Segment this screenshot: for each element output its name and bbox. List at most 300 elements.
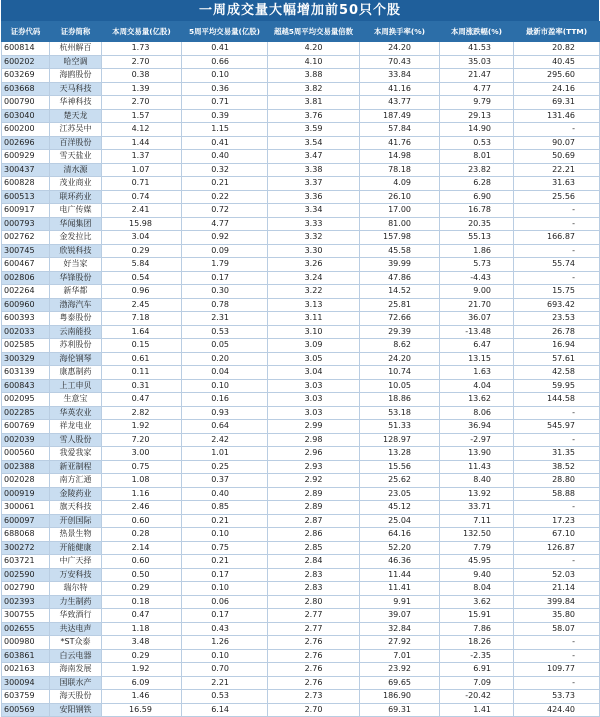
- stock-name-cell: 华闻集团: [50, 217, 102, 231]
- col-header-turnover: 本周换手率(%): [360, 22, 440, 42]
- multiple-cell: 2.84: [268, 555, 360, 569]
- turnover-cell: 45.58: [360, 244, 440, 258]
- stock-name-cell: 新华都: [50, 285, 102, 299]
- week-volume-cell: 0.28: [102, 528, 182, 542]
- turnover-cell: 17.00: [360, 204, 440, 218]
- stock-code-cell: 600960: [2, 298, 50, 312]
- multiple-cell: 2.87: [268, 514, 360, 528]
- multiple-cell: 4.20: [268, 42, 360, 56]
- change-cell: 41.53: [440, 42, 514, 56]
- multiple-cell: 2.76: [268, 649, 360, 663]
- avg-volume-cell: 0.40: [182, 150, 268, 164]
- avg-volume-cell: 0.85: [182, 501, 268, 515]
- stock-name-cell: 华神科技: [50, 96, 102, 110]
- pe-ratio-cell: 24.16: [514, 82, 600, 96]
- multiple-cell: 2.96: [268, 447, 360, 461]
- change-cell: 4.77: [440, 82, 514, 96]
- table-row: [2, 690, 600, 704]
- stock-name-cell: 华英农业: [50, 406, 102, 420]
- multiple-cell: 3.81: [268, 96, 360, 110]
- pe-ratio-cell: 52.03: [514, 568, 600, 582]
- pe-ratio-cell: 26.78: [514, 325, 600, 339]
- stock-name-cell: 海南发展: [50, 663, 102, 677]
- stock-code-cell: 002028: [2, 474, 50, 488]
- multiple-cell: 4.10: [268, 55, 360, 69]
- multiple-cell: 2.83: [268, 582, 360, 596]
- table-row: [2, 474, 600, 488]
- change-cell: -20.42: [440, 690, 514, 704]
- table-row: [2, 379, 600, 393]
- pe-ratio-cell: -: [514, 123, 600, 137]
- avg-volume-cell: 0.53: [182, 690, 268, 704]
- stock-code-cell: 002264: [2, 285, 50, 299]
- stock-code-cell: 600097: [2, 514, 50, 528]
- avg-volume-cell: 2.42: [182, 433, 268, 447]
- avg-volume-cell: 1.79: [182, 258, 268, 272]
- week-volume-cell: 0.71: [102, 177, 182, 191]
- pe-ratio-cell: 42.58: [514, 366, 600, 380]
- week-volume-cell: 2.14: [102, 541, 182, 555]
- table-body: [2, 42, 600, 717]
- table-row: [2, 312, 600, 326]
- stock-name-cell: 瑞尔特: [50, 582, 102, 596]
- stock-name-cell: 好当家: [50, 258, 102, 272]
- change-cell: 8.04: [440, 582, 514, 596]
- change-cell: -2.35: [440, 649, 514, 663]
- week-volume-cell: 1.44: [102, 136, 182, 150]
- multiple-cell: 3.88: [268, 69, 360, 83]
- pe-ratio-cell: -: [514, 636, 600, 650]
- pe-ratio-cell: -: [514, 244, 600, 258]
- multiple-cell: 2.93: [268, 460, 360, 474]
- week-volume-cell: 0.11: [102, 366, 182, 380]
- week-volume-cell: 1.64: [102, 325, 182, 339]
- avg-volume-cell: 0.22: [182, 190, 268, 204]
- stock-code-cell: 002033: [2, 325, 50, 339]
- pe-ratio-cell: 22.21: [514, 163, 600, 177]
- stock-code-cell: 000980: [2, 636, 50, 650]
- stock-code-cell: 603139: [2, 366, 50, 380]
- multiple-cell: 2.89: [268, 487, 360, 501]
- avg-volume-cell: 0.17: [182, 609, 268, 623]
- table-row: [2, 150, 600, 164]
- stock-code-cell: 002590: [2, 568, 50, 582]
- week-volume-cell: 0.61: [102, 352, 182, 366]
- pe-ratio-cell: 53.73: [514, 690, 600, 704]
- pe-ratio-cell: 59.95: [514, 379, 600, 393]
- stock-name-cell: 开创国际: [50, 514, 102, 528]
- pe-ratio-cell: -: [514, 501, 600, 515]
- pe-ratio-cell: 90.07: [514, 136, 600, 150]
- pe-ratio-cell: 166.87: [514, 231, 600, 245]
- avg-volume-cell: 0.32: [182, 163, 268, 177]
- turnover-cell: 8.62: [360, 339, 440, 353]
- week-volume-cell: 2.82: [102, 406, 182, 420]
- stock-code-cell: 002806: [2, 271, 50, 285]
- table-row: [2, 649, 600, 663]
- turnover-cell: 39.07: [360, 609, 440, 623]
- week-volume-cell: 1.39: [102, 82, 182, 96]
- turnover-cell: 53.18: [360, 406, 440, 420]
- week-volume-cell: 0.18: [102, 595, 182, 609]
- change-cell: 20.35: [440, 217, 514, 231]
- pe-ratio-cell: 31.35: [514, 447, 600, 461]
- stock-name-cell: 清水源: [50, 163, 102, 177]
- stock-name-cell: 旗天科技: [50, 501, 102, 515]
- stock-code-cell: 600202: [2, 55, 50, 69]
- table-row: [2, 595, 600, 609]
- week-volume-cell: 2.70: [102, 55, 182, 69]
- stock-code-cell: 600828: [2, 177, 50, 191]
- table-row: [2, 514, 600, 528]
- change-cell: 9.00: [440, 285, 514, 299]
- table-row: [2, 231, 600, 245]
- multiple-cell: 3.03: [268, 379, 360, 393]
- table-row: [2, 609, 600, 623]
- week-volume-cell: 6.09: [102, 676, 182, 690]
- col-header-week-volume: 本周交易量(亿股): [102, 22, 182, 42]
- week-volume-cell: 3.00: [102, 447, 182, 461]
- stock-code-cell: 603721: [2, 555, 50, 569]
- multiple-cell: 2.89: [268, 501, 360, 515]
- pe-ratio-cell: 55.74: [514, 258, 600, 272]
- multiple-cell: 3.22: [268, 285, 360, 299]
- turnover-cell: 43.77: [360, 96, 440, 110]
- week-volume-cell: 0.54: [102, 271, 182, 285]
- change-cell: 11.43: [440, 460, 514, 474]
- pe-ratio-cell: 69.31: [514, 96, 600, 110]
- multiple-cell: 3.05: [268, 352, 360, 366]
- week-volume-cell: 2.45: [102, 298, 182, 312]
- pe-ratio-cell: -: [514, 649, 600, 663]
- week-volume-cell: 1.07: [102, 163, 182, 177]
- avg-volume-cell: 0.64: [182, 420, 268, 434]
- week-volume-cell: 0.38: [102, 69, 182, 83]
- stock-code-cell: 603269: [2, 69, 50, 83]
- avg-volume-cell: 0.10: [182, 582, 268, 596]
- change-cell: 21.47: [440, 69, 514, 83]
- stock-code-cell: 600569: [2, 703, 50, 717]
- multiple-cell: 3.09: [268, 339, 360, 353]
- stock-code-cell: 300437: [2, 163, 50, 177]
- stock-code-cell: 300272: [2, 541, 50, 555]
- change-cell: 7.86: [440, 622, 514, 636]
- stock-code-cell: 002762: [2, 231, 50, 245]
- stock-name-cell: 共达电声: [50, 622, 102, 636]
- turnover-cell: 33.84: [360, 69, 440, 83]
- pe-ratio-cell: 15.75: [514, 285, 600, 299]
- turnover-cell: 41.76: [360, 136, 440, 150]
- week-volume-cell: 2.41: [102, 204, 182, 218]
- avg-volume-cell: 0.93: [182, 406, 268, 420]
- multiple-cell: 3.26: [268, 258, 360, 272]
- multiple-cell: 2.73: [268, 690, 360, 704]
- table-row: [2, 663, 600, 677]
- change-cell: 33.71: [440, 501, 514, 515]
- change-cell: 18.26: [440, 636, 514, 650]
- avg-volume-cell: 0.25: [182, 460, 268, 474]
- table-row: [2, 271, 600, 285]
- stock-table: [1, 21, 600, 717]
- avg-volume-cell: 0.21: [182, 514, 268, 528]
- change-cell: 6.28: [440, 177, 514, 191]
- col-header-change: 本周涨跌幅(%): [440, 22, 514, 42]
- turnover-cell: 24.20: [360, 352, 440, 366]
- change-cell: 36.94: [440, 420, 514, 434]
- stock-name-cell: 欣锐科技: [50, 244, 102, 258]
- multiple-cell: 3.30: [268, 244, 360, 258]
- pe-ratio-cell: 57.61: [514, 352, 600, 366]
- turnover-cell: 187.49: [360, 109, 440, 123]
- turnover-cell: 46.36: [360, 555, 440, 569]
- multiple-cell: 2.98: [268, 433, 360, 447]
- turnover-cell: 157.98: [360, 231, 440, 245]
- stock-name-cell: 渤海汽车: [50, 298, 102, 312]
- change-cell: 1.86: [440, 244, 514, 258]
- table-row: [2, 460, 600, 474]
- stock-name-cell: 开能健康: [50, 541, 102, 555]
- pe-ratio-cell: -: [514, 406, 600, 420]
- turnover-cell: 186.90: [360, 690, 440, 704]
- change-cell: 6.47: [440, 339, 514, 353]
- table-title: 一周成交量大幅增加前50只个股: [1, 0, 599, 21]
- change-cell: 5.73: [440, 258, 514, 272]
- col-header-5week-avg-volume: 5周平均交易量(亿股): [182, 22, 268, 42]
- pe-ratio-cell: 38.52: [514, 460, 600, 474]
- pe-ratio-cell: -: [514, 217, 600, 231]
- stock-code-cell: 002285: [2, 406, 50, 420]
- pe-ratio-cell: -: [514, 555, 600, 569]
- table-row: [2, 501, 600, 515]
- turnover-cell: 11.44: [360, 568, 440, 582]
- table-row: [2, 163, 600, 177]
- avg-volume-cell: 0.09: [182, 244, 268, 258]
- change-cell: 6.90: [440, 190, 514, 204]
- avg-volume-cell: 0.36: [182, 82, 268, 96]
- multiple-cell: 2.83: [268, 568, 360, 582]
- multiple-cell: 3.04: [268, 366, 360, 380]
- table-row: [2, 339, 600, 353]
- week-volume-cell: 0.31: [102, 379, 182, 393]
- table-row: [2, 568, 600, 582]
- multiple-cell: 3.32: [268, 231, 360, 245]
- avg-volume-cell: 0.71: [182, 96, 268, 110]
- avg-volume-cell: 0.10: [182, 379, 268, 393]
- pe-ratio-cell: -: [514, 271, 600, 285]
- pe-ratio-cell: 28.80: [514, 474, 600, 488]
- table-row: [2, 42, 600, 56]
- stock-code-cell: 300755: [2, 609, 50, 623]
- stock-code-cell: 600843: [2, 379, 50, 393]
- turnover-cell: 69.31: [360, 703, 440, 717]
- stock-name-cell: 杭州解百: [50, 42, 102, 56]
- turnover-cell: 47.86: [360, 271, 440, 285]
- table-row: [2, 366, 600, 380]
- change-cell: -2.97: [440, 433, 514, 447]
- week-volume-cell: 1.73: [102, 42, 182, 56]
- change-cell: 23.82: [440, 163, 514, 177]
- turnover-cell: 10.74: [360, 366, 440, 380]
- multiple-cell: 3.24: [268, 271, 360, 285]
- week-volume-cell: 3.48: [102, 636, 182, 650]
- turnover-cell: 7.01: [360, 649, 440, 663]
- table-row: [2, 136, 600, 150]
- table-row: [2, 420, 600, 434]
- change-cell: 13.62: [440, 393, 514, 407]
- change-cell: 1.63: [440, 366, 514, 380]
- stock-code-cell: 002163: [2, 663, 50, 677]
- multiple-cell: 3.03: [268, 406, 360, 420]
- avg-volume-cell: 2.21: [182, 676, 268, 690]
- stock-code-cell: 600929: [2, 150, 50, 164]
- change-cell: 7.09: [440, 676, 514, 690]
- pe-ratio-cell: 67.10: [514, 528, 600, 542]
- week-volume-cell: 0.15: [102, 339, 182, 353]
- stock-name-cell: 雪人股份: [50, 433, 102, 447]
- stock-name-cell: 上工申贝: [50, 379, 102, 393]
- avg-volume-cell: 0.40: [182, 487, 268, 501]
- table-row: [2, 676, 600, 690]
- week-volume-cell: 1.16: [102, 487, 182, 501]
- change-cell: 35.03: [440, 55, 514, 69]
- stock-code-cell: 600200: [2, 123, 50, 137]
- stock-code-cell: 300061: [2, 501, 50, 515]
- avg-volume-cell: 1.15: [182, 123, 268, 137]
- stock-name-cell: 海伦钢琴: [50, 352, 102, 366]
- turnover-cell: 25.81: [360, 298, 440, 312]
- avg-volume-cell: 0.21: [182, 555, 268, 569]
- table-row: [2, 555, 600, 569]
- table-row: [2, 433, 600, 447]
- table-row: [2, 406, 600, 420]
- avg-volume-cell: 0.43: [182, 622, 268, 636]
- pe-ratio-cell: 23.53: [514, 312, 600, 326]
- change-cell: 14.90: [440, 123, 514, 137]
- week-volume-cell: 0.75: [102, 460, 182, 474]
- table-row: [2, 582, 600, 596]
- stock-name-cell: 南方汇通: [50, 474, 102, 488]
- change-cell: 16.78: [440, 204, 514, 218]
- avg-volume-cell: 0.37: [182, 474, 268, 488]
- week-volume-cell: 3.04: [102, 231, 182, 245]
- stock-code-cell: 688068: [2, 528, 50, 542]
- stock-name-cell: 电广传媒: [50, 204, 102, 218]
- change-cell: 55.13: [440, 231, 514, 245]
- change-cell: 0.53: [440, 136, 514, 150]
- turnover-cell: 13.28: [360, 447, 440, 461]
- multiple-cell: 3.54: [268, 136, 360, 150]
- stock-name-cell: 天马科技: [50, 82, 102, 96]
- multiple-cell: 3.47: [268, 150, 360, 164]
- turnover-cell: 51.33: [360, 420, 440, 434]
- multiple-cell: 2.99: [268, 420, 360, 434]
- table-row: [2, 393, 600, 407]
- stock-name-cell: 国联水产: [50, 676, 102, 690]
- stock-name-cell: 白云电器: [50, 649, 102, 663]
- avg-volume-cell: 0.70: [182, 663, 268, 677]
- change-cell: 13.90: [440, 447, 514, 461]
- turnover-cell: 69.65: [360, 676, 440, 690]
- stock-code-cell: 002790: [2, 582, 50, 596]
- pe-ratio-cell: 126.87: [514, 541, 600, 555]
- stock-name-cell: 江苏吴中: [50, 123, 102, 137]
- stock-code-cell: 600513: [2, 190, 50, 204]
- avg-volume-cell: 0.17: [182, 271, 268, 285]
- multiple-cell: 2.76: [268, 676, 360, 690]
- stock-code-cell: 600393: [2, 312, 50, 326]
- change-cell: 9.79: [440, 96, 514, 110]
- stock-name-cell: 我爱我家: [50, 447, 102, 461]
- avg-volume-cell: 0.41: [182, 42, 268, 56]
- week-volume-cell: 7.18: [102, 312, 182, 326]
- turnover-cell: 14.98: [360, 150, 440, 164]
- turnover-cell: 45.12: [360, 501, 440, 515]
- avg-volume-cell: 0.06: [182, 595, 268, 609]
- stock-code-cell: 300745: [2, 244, 50, 258]
- avg-volume-cell: 0.16: [182, 393, 268, 407]
- avg-volume-cell: 0.10: [182, 649, 268, 663]
- stock-name-cell: 祥龙电业: [50, 420, 102, 434]
- stock-name-cell: 苏利股份: [50, 339, 102, 353]
- avg-volume-cell: 0.92: [182, 231, 268, 245]
- pe-ratio-cell: 40.45: [514, 55, 600, 69]
- table-row: [2, 190, 600, 204]
- multiple-cell: 3.76: [268, 109, 360, 123]
- multiple-cell: 2.70: [268, 703, 360, 717]
- avg-volume-cell: 6.14: [182, 703, 268, 717]
- change-cell: 8.40: [440, 474, 514, 488]
- change-cell: 29.13: [440, 109, 514, 123]
- table-row: [2, 636, 600, 650]
- col-header-pe: 最新市盈率(TTM): [514, 22, 600, 42]
- avg-volume-cell: 0.75: [182, 541, 268, 555]
- pe-ratio-cell: 693.42: [514, 298, 600, 312]
- multiple-cell: 3.59: [268, 123, 360, 137]
- turnover-cell: 11.41: [360, 582, 440, 596]
- avg-volume-cell: 0.17: [182, 568, 268, 582]
- turnover-cell: 29.39: [360, 325, 440, 339]
- multiple-cell: 3.03: [268, 393, 360, 407]
- pe-ratio-cell: 144.58: [514, 393, 600, 407]
- turnover-cell: 23.92: [360, 663, 440, 677]
- change-cell: 7.11: [440, 514, 514, 528]
- table-row: [2, 703, 600, 717]
- pe-ratio-cell: 50.69: [514, 150, 600, 164]
- multiple-cell: 2.92: [268, 474, 360, 488]
- table-row: [2, 109, 600, 123]
- multiple-cell: 3.37: [268, 177, 360, 191]
- change-cell: 8.01: [440, 150, 514, 164]
- stock-name-cell: 楚天龙: [50, 109, 102, 123]
- change-cell: 13.92: [440, 487, 514, 501]
- pe-ratio-cell: 35.80: [514, 609, 600, 623]
- stock-name-cell: 哈空调: [50, 55, 102, 69]
- pe-ratio-cell: 25.56: [514, 190, 600, 204]
- turnover-cell: 15.56: [360, 460, 440, 474]
- stock-code-cell: 600814: [2, 42, 50, 56]
- pe-ratio-cell: 109.77: [514, 663, 600, 677]
- change-cell: 132.50: [440, 528, 514, 542]
- week-volume-cell: 1.37: [102, 150, 182, 164]
- change-cell: 15.91: [440, 609, 514, 623]
- table-row: [2, 96, 600, 110]
- change-cell: 9.40: [440, 568, 514, 582]
- stock-code-cell: 300329: [2, 352, 50, 366]
- header-row: [2, 22, 600, 42]
- turnover-cell: 81.00: [360, 217, 440, 231]
- turnover-cell: 57.84: [360, 123, 440, 137]
- avg-volume-cell: 0.05: [182, 339, 268, 353]
